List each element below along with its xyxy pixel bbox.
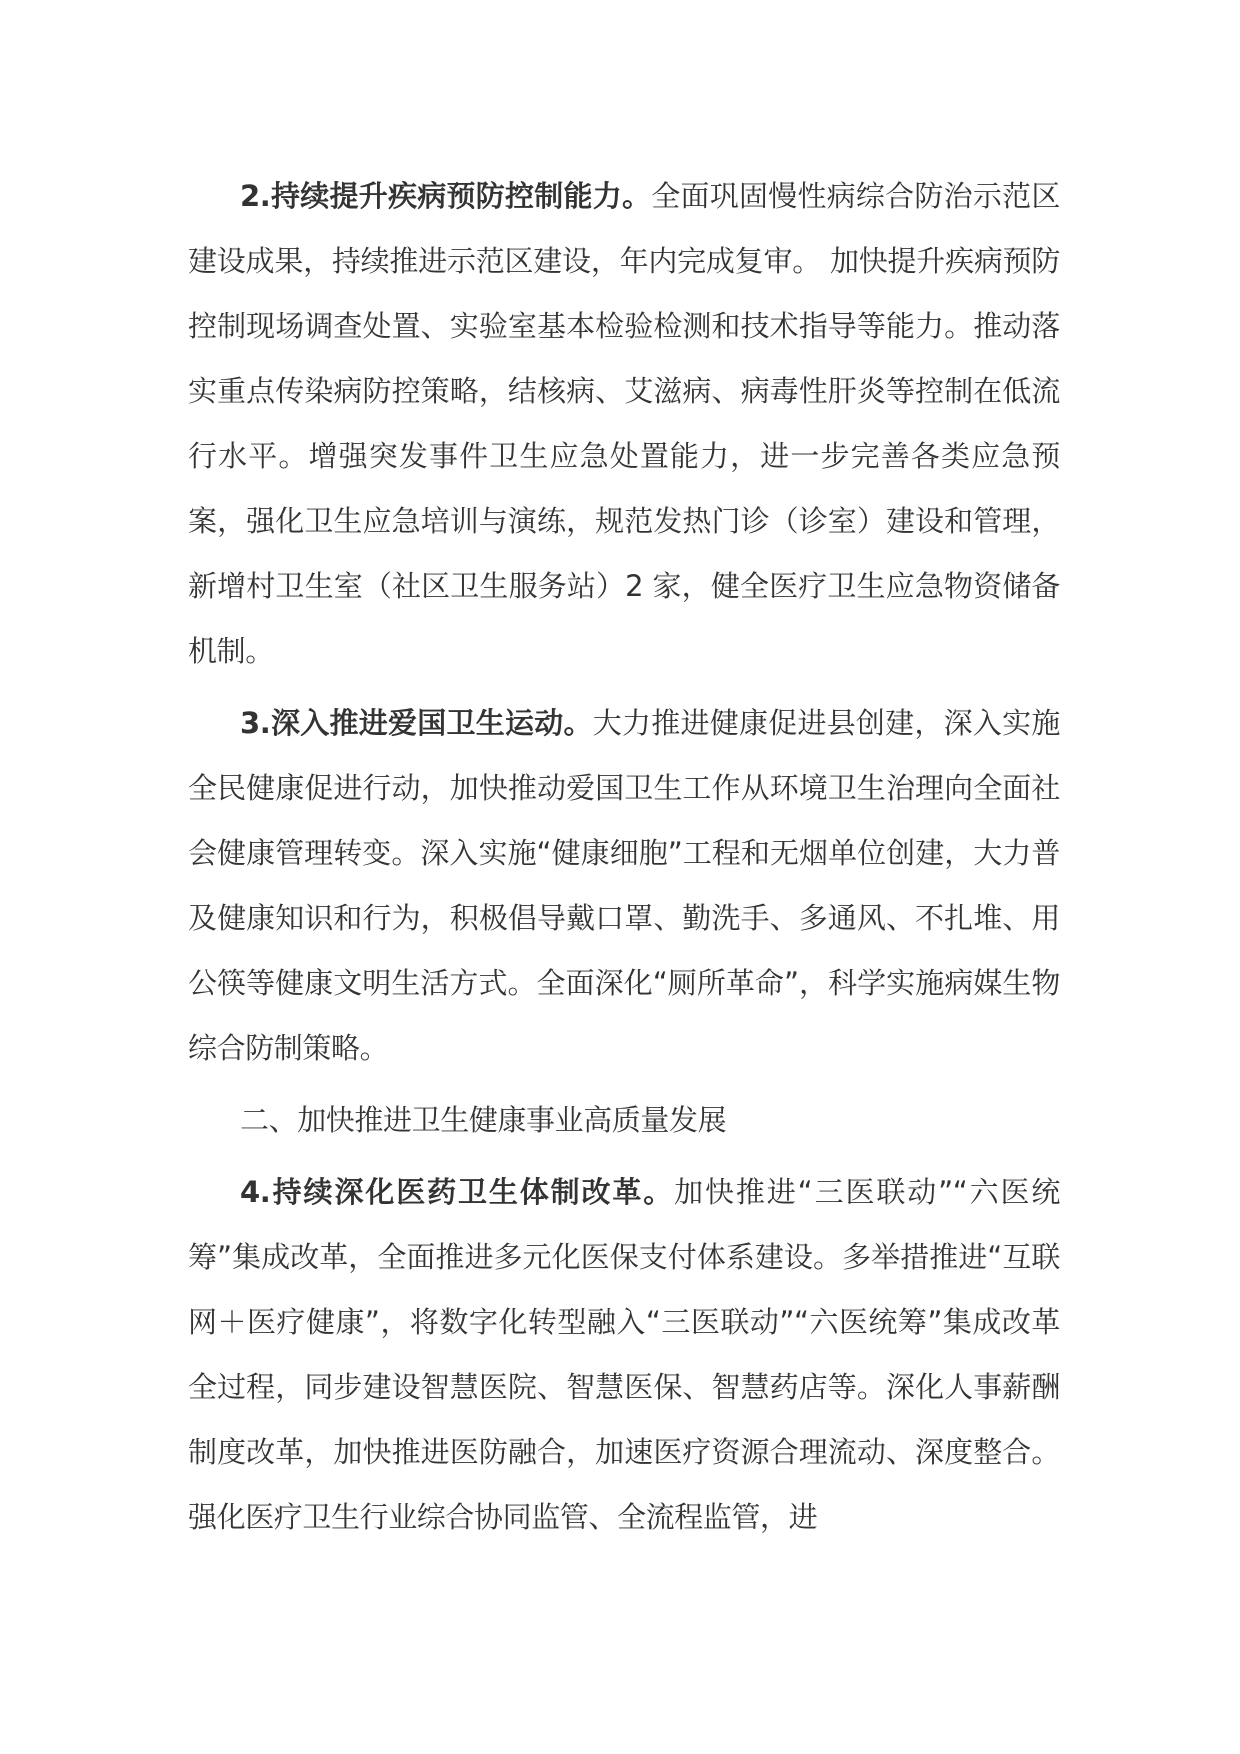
paragraph-patriotic-health	[188, 691, 1060, 1081]
section-heading	[188, 1088, 1060, 1153]
paragraph-body: 大力推进健康促进县创建，深入实施全民健康促进行动，加快推动爱国卫生工作从环境卫生治理向全面社会健康管理转变。深入实施“健康细胞”工程和无烟单位创建，大力普及健康知识和行为，积极倡导戴口罩、勤洗手、多通风、不扎堆、用公筷等健康文明生活方式。全面深化“厕所革命”，科学实施病媒生物综合防制策略。	[188, 706, 1060, 1065]
paragraph-medical-reform	[188, 1160, 1060, 1550]
paragraph-disease-prevention	[188, 164, 1060, 684]
paragraph-body: 全面巩固慢性病综合防治示范区建设成果，持续推进示范区建设，年内完成复审。 加快提升疾病预防控制现场调查处置、实验室基本检验检测和技术指导等能力。推动落实重点传染病防控策略，结核病、艾滋病、病毒性肝炎等控制在低流行水平。增强突发事件卫生应急处置能力，进一步完善各类应急预案，强化卫生应急培训与演练，规范发热门诊（诊室）建设和管理，新增村卫生室（社区卫生服务站）2 家，健全医疗卫生应急物资储备机制。	[188, 179, 1060, 668]
paragraph-lead-heading: 2.持续提升疾病预防控制能力。	[240, 179, 652, 213]
paragraph-lead-heading: 3.深入推进爱国卫生运动。	[240, 706, 593, 740]
paragraph-body: 加快推进“三医联动”“六医统筹”集成改革，全面推进多元化医保支付体系建设。多举措推进“互联网＋医疗健康”，将数字化转型融入“三医联动”“六医统筹”集成改革全过程，同步建设智慧医院、智慧医保、智慧药店等。深化人事薪酬制度改革，加快推进医防融合，加速医疗资源合理流动、深度整合。强化医疗卫生行业综合协同监管、全流程监管，进	[188, 1175, 1060, 1534]
section-heading-text: 二、加快推进卫生健康事业高质量发展	[240, 1103, 727, 1137]
document-page	[188, 164, 1060, 1550]
paragraph-lead-heading: 4.持续深化医药卫生体制改革。	[240, 1175, 675, 1209]
